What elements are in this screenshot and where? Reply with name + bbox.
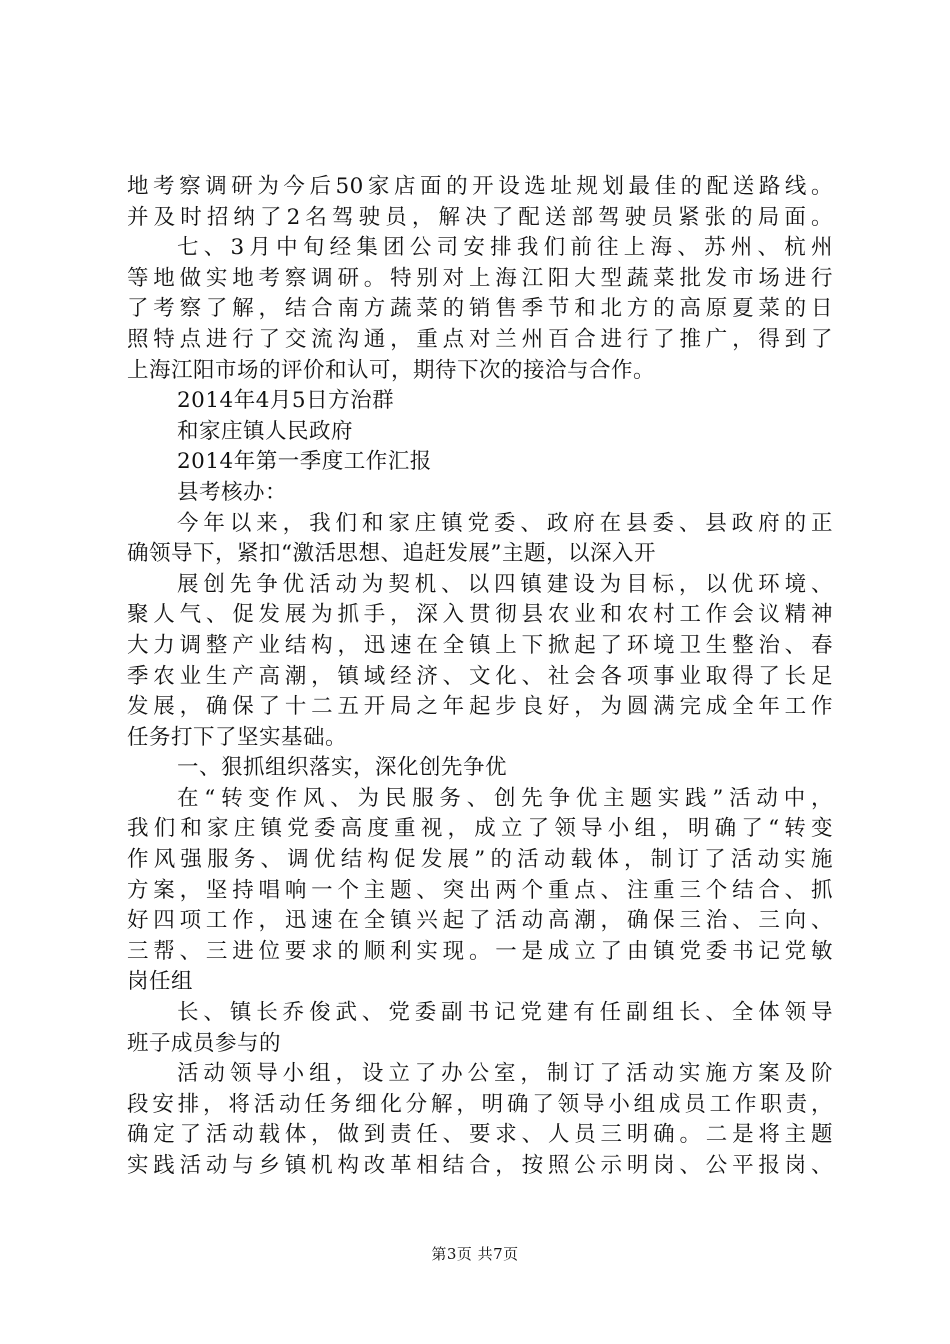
text-line: 在“转变作风、为民服务、创先争优主题实践”活动中， xyxy=(177,785,833,811)
text-line: 作风强服务、调优结构促发展”的活动载体，制订了活动实施 xyxy=(127,847,833,873)
text-line: 实践活动与乡镇机构改革相结合，按照公示明岗、公平报岗、 xyxy=(127,1153,833,1178)
text-line: 确领导下，紧扣“激活思想、追赶发展”主题，以深入开 xyxy=(127,541,656,567)
text-line: 地考察调研为今后50家店面的开设选址规划最佳的配送路线。 xyxy=(127,174,833,199)
text-line: 好四项工作，迅速在全镇兴起了活动高潮，确保三治、三向、 xyxy=(127,908,833,934)
text-line: 三帮、三进位要求的顺利实现。一是成立了由镇党委书记党敏 xyxy=(127,938,833,964)
text-line: 展创先争优活动为契机、以四镇建设为目标，以优环境、 xyxy=(177,571,833,597)
text-line: 活动领导小组，设立了办公室，制订了活动实施方案及阶 xyxy=(177,1061,833,1087)
text-line: 了考察了解，结合南方蔬菜的销售季节和北方的高原夏菜的日 xyxy=(127,296,833,322)
text-line: 方案，坚持唱响一个主题、突出两个重点、注重三个结合、抓 xyxy=(127,877,833,903)
text-line: 县考核办： xyxy=(177,479,288,505)
text-line: 一、狠抓组织落实，深化创先争优 xyxy=(177,755,508,781)
text-line: 七、3月中旬经集团公司安排我们前往上海、苏州、杭州 xyxy=(177,235,833,261)
text-line: 等地做实地考察调研。特别对上海江阳大型蔬菜批发市场进行 xyxy=(127,265,833,291)
text-line: 2014年4月5日方治群 xyxy=(177,388,395,414)
text-line: 上海江阳市场的评价和认可，期待下次的接洽与合作。 xyxy=(127,357,656,383)
text-line: 大力调整产业结构，迅速在全镇上下掀起了环境卫生整治、春 xyxy=(127,632,833,658)
text-line: 和家庄镇人民政府 xyxy=(177,418,354,444)
text-line: 长、镇长乔俊武、党委副书记党建有任副组长、全体领导 xyxy=(177,1000,833,1026)
text-line: 今年以来，我们和家庄镇党委、政府在县委、县政府的正 xyxy=(177,510,833,536)
text-line: 并及时招纳了2名驾驶员，解决了配送部驾驶员紧张的局面。 xyxy=(127,204,833,230)
text-line: 岗任组 xyxy=(127,969,194,995)
text-line: 2014年第一季度工作汇报 xyxy=(177,449,432,475)
text-line: 聚人气、促发展为抓手，深入贯彻县农业和农村工作会议精神 xyxy=(127,602,833,628)
text-line: 照特点进行了交流沟通，重点对兰州百合进行了推广，得到了 xyxy=(127,326,833,352)
text-line: 确定了活动载体，做到责任、要求、人员三明确。二是将主题 xyxy=(127,1122,833,1148)
text-line: 我们和家庄镇党委高度重视，成立了领导小组，明确了“转变 xyxy=(127,816,833,842)
text-line: 季农业生产高潮，镇域经济、文化、社会各项事业取得了长足 xyxy=(127,663,833,689)
page-footer: 第3页 共7页 xyxy=(431,1245,519,1263)
text-line: 段安排，将活动任务细化分解，明确了领导小组成员工作职责， xyxy=(127,1091,833,1117)
document-body xyxy=(127,172,833,1182)
text-line: 班子成员参与的 xyxy=(127,1030,282,1056)
text-line: 任务打下了坚实基础。 xyxy=(127,724,348,750)
text-line: 发展，确保了十二五开局之年起步良好，为圆满完成全年工作 xyxy=(127,694,833,720)
